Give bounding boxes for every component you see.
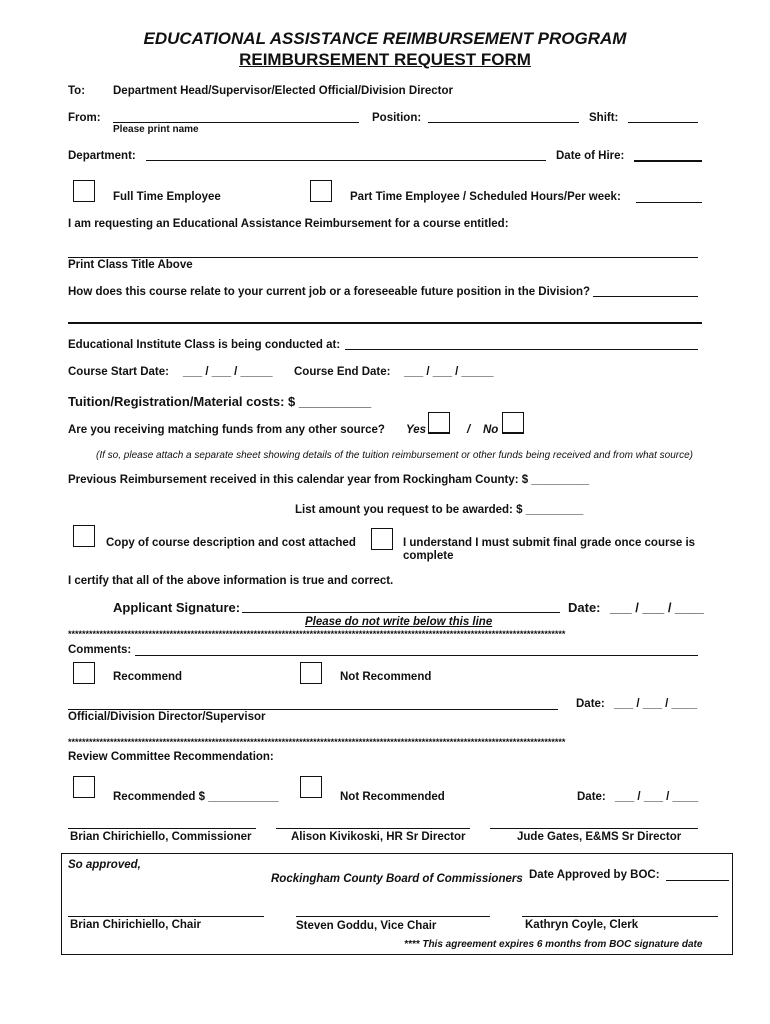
clerk-name: Kathryn Coyle, Clerk: [525, 919, 639, 931]
course-end-label: Course End Date:: [294, 366, 391, 378]
date-approved-field[interactable]: [666, 880, 729, 881]
official-date-label: Date:: [576, 698, 605, 710]
matching-question: Are you receiving matching funds from any other source?: [68, 424, 385, 436]
signer-2-name: Alison Kivikoski, HR Sr Director: [291, 831, 466, 843]
matching-slash: /: [467, 424, 471, 436]
official-signature-field[interactable]: [68, 709, 558, 710]
department-label: Department:: [68, 150, 136, 162]
so-approved: So approved,: [68, 859, 141, 871]
understand-line1: I understand I must submit final grade once course is: [403, 537, 696, 549]
expiry-note: **** This agreement expires 6 months from BOC signature date: [404, 939, 703, 950]
comments-label: Comments:: [68, 644, 132, 656]
matching-yes-checkbox[interactable]: [428, 412, 450, 434]
date-hire-field[interactable]: [634, 160, 702, 162]
recommended-checkbox[interactable]: [73, 776, 95, 798]
form-subtitle: REIMBURSEMENT REQUEST FORM: [239, 50, 531, 69]
part-time-label: Part Time Employee / Scheduled Hours/Per week:: [350, 191, 621, 203]
recommended-amount: Recommended $ ___________: [113, 791, 279, 803]
certify-text: I certify that all of the above information is true and correct.: [68, 575, 394, 587]
full-time-label: Full Time Employee: [113, 191, 221, 203]
from-label: From:: [68, 112, 101, 124]
vice-chair-name: Steven Goddu, Vice Chair: [296, 920, 437, 932]
from-hint: Please print name: [113, 124, 199, 135]
request-text: I am requesting an Educational Assistance Reimbursement for a course entitled:: [68, 218, 509, 230]
signer-1-name: Brian Chirichiello, Commissioner: [70, 831, 252, 843]
tuition-label: Tuition/Registration/Material costs: $ __________: [68, 394, 372, 409]
separator-stars-2: **********************************************************************************************************************************************: [68, 737, 566, 747]
course-start-label: Course Start Date:: [68, 366, 169, 378]
not-recommend-checkbox[interactable]: [300, 662, 322, 684]
list-amount: List amount you request to be awarded: $ _________: [295, 504, 584, 516]
signature-label: Applicant Signature:: [113, 600, 241, 615]
signature-field[interactable]: [242, 612, 560, 613]
signer-3-line[interactable]: [490, 828, 698, 829]
hours-field[interactable]: [636, 202, 702, 203]
department-field[interactable]: [146, 160, 546, 161]
shift-label: Shift:: [589, 112, 619, 124]
full-time-checkbox[interactable]: [73, 180, 95, 202]
relate-answer-line[interactable]: [68, 322, 702, 324]
copy-attached-checkbox[interactable]: [73, 525, 95, 547]
part-time-checkbox[interactable]: [310, 180, 332, 202]
copy-attached-label: Copy of course description and cost attached: [106, 537, 356, 549]
not-recommended-label: Not Recommended: [340, 791, 445, 803]
to-value: Department Head/Supervisor/Elected Official/Division Director: [113, 85, 453, 97]
matching-no-checkbox[interactable]: [502, 412, 524, 434]
institute-label: Educational Institute Class is being conducted at:: [68, 339, 341, 351]
matching-no-label: No: [483, 424, 499, 436]
from-name-field[interactable]: [113, 122, 359, 123]
position-label: Position:: [372, 112, 422, 124]
not-recommend-label: Not Recommend: [340, 671, 432, 683]
chair-line[interactable]: [68, 916, 264, 917]
to-label: To:: [68, 85, 86, 97]
matching-yes-label: Yes: [406, 424, 427, 436]
separator-stars-1: **********************************************************************************************************************************************: [68, 629, 566, 639]
comments-field[interactable]: [135, 655, 698, 656]
review-date-field[interactable]: ___ / ___ / ____: [615, 791, 699, 803]
date-approved-label: Date Approved by BOC:: [529, 869, 660, 881]
do-not-write-note: Please do not write below this line: [305, 616, 493, 628]
institute-field[interactable]: [345, 349, 698, 350]
board-name: Rockingham County Board of Commissioners: [271, 873, 523, 885]
class-title-label: Print Class Title Above: [68, 259, 193, 271]
understand-checkbox[interactable]: [371, 528, 393, 550]
recommend-checkbox[interactable]: [73, 662, 95, 684]
clerk-line[interactable]: [522, 916, 718, 917]
official-date-field[interactable]: ___ / ___ / ____: [614, 698, 698, 710]
class-title-field[interactable]: [68, 257, 698, 258]
relate-question: How does this course relate to your current job or a foreseeable future position in the Division?: [68, 286, 591, 298]
shift-field[interactable]: [628, 122, 698, 123]
signature-date-label: Date:: [568, 600, 601, 615]
date-hire-label: Date of Hire:: [556, 150, 625, 162]
form-title: EDUCATIONAL ASSISTANCE REIMBURSEMENT PROGRAM: [143, 29, 627, 48]
relate-field[interactable]: [593, 296, 698, 297]
matching-note: (If so, please attach a separate sheet showing details of the tuition reimbursement or other funds being received and from what source): [96, 450, 693, 461]
recommend-label: Recommend: [113, 671, 183, 683]
official-label: Official/Division Director/Supervisor: [68, 711, 266, 723]
previous-reimbursement: Previous Reimbursement received in this calendar year from Rockingham County: $ _________: [68, 474, 589, 486]
signer-2-line[interactable]: [276, 828, 470, 829]
position-field[interactable]: [428, 122, 579, 123]
review-label: Review Committee Recommendation:: [68, 751, 274, 763]
signer-3-name: Jude Gates, E&MS Sr Director: [517, 831, 682, 843]
signer-1-line[interactable]: [68, 828, 256, 829]
course-start-field[interactable]: ___ / ___ / _____: [183, 366, 273, 378]
not-recommended-checkbox[interactable]: [300, 776, 322, 798]
review-date-label: Date:: [577, 791, 606, 803]
understand-line2: complete: [403, 550, 454, 562]
chair-name: Brian Chirichiello, Chair: [70, 919, 201, 931]
vice-chair-line[interactable]: [296, 916, 490, 917]
course-end-field[interactable]: ___ / ___ / _____: [404, 366, 494, 378]
signature-date-field[interactable]: ___ / ___ / ____: [610, 600, 704, 615]
